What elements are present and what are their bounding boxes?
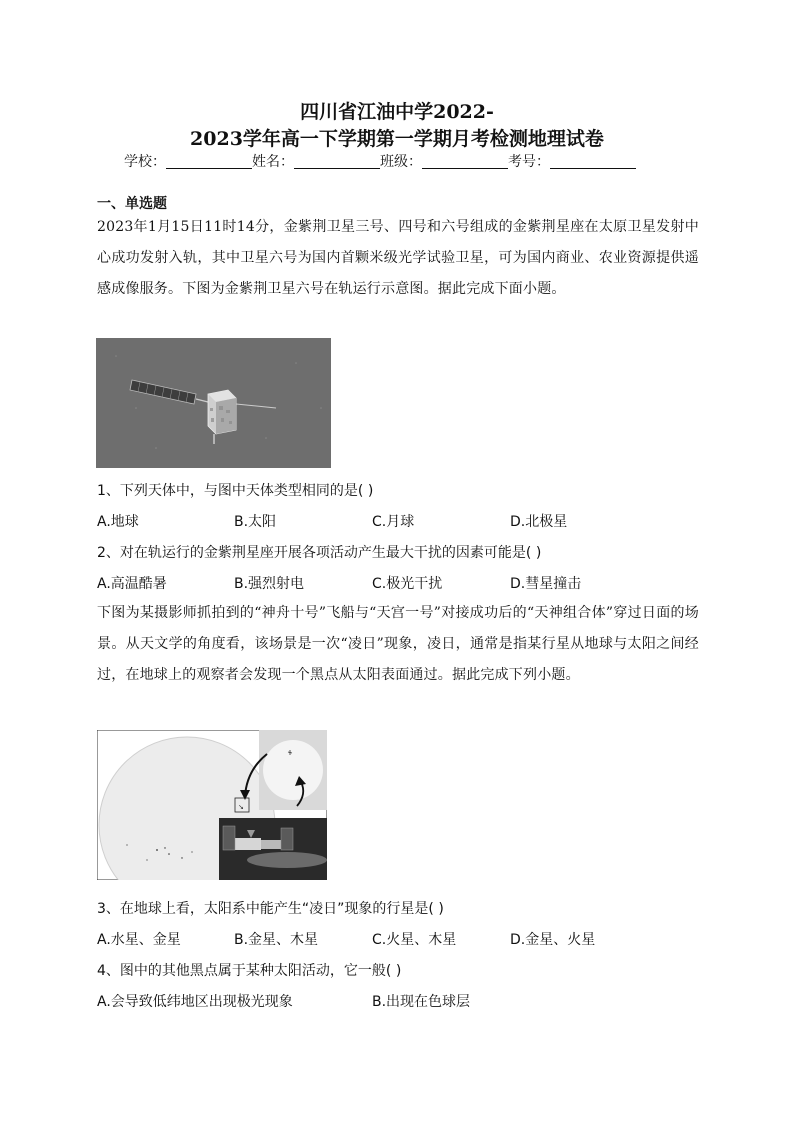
question-4-stem: 4、图中的其他黑点属于某种太阳活动，它一般( ) xyxy=(97,963,402,979)
class-label: 班级： xyxy=(380,154,422,170)
name-label: 姓名： xyxy=(252,154,294,170)
q2-option-c[interactable]: C.极光干扰 xyxy=(372,576,443,592)
q3-option-b[interactable]: B.金星、木星 xyxy=(234,932,319,948)
number-blank[interactable] xyxy=(550,154,636,169)
class-blank[interactable] xyxy=(422,154,508,169)
svg-text:↘: ↘ xyxy=(238,803,244,811)
q2-option-b[interactable]: B.强烈射电 xyxy=(234,576,305,592)
student-info-row xyxy=(124,151,636,171)
q1-option-b[interactable]: B.太阳 xyxy=(234,514,277,530)
sun-transit-figure xyxy=(97,730,327,880)
section-heading: 一、单选题 xyxy=(97,196,167,212)
satellite-figure xyxy=(96,338,331,468)
school-label: 学校： xyxy=(124,154,166,170)
q3-option-d[interactable]: D.金星、火星 xyxy=(510,932,596,948)
name-blank[interactable] xyxy=(294,154,380,169)
q1-option-a[interactable]: A.地球 xyxy=(97,514,139,530)
q4-option-b[interactable]: B.出现在色球层 xyxy=(372,994,471,1010)
q2-option-d[interactable]: D.彗星撞击 xyxy=(510,576,582,592)
q4-option-a[interactable]: A.会导致低纬地区出现极光现象 xyxy=(97,994,293,1010)
exam-title-line1: 四川省江油中学2022- xyxy=(300,101,494,123)
number-label: 考号： xyxy=(508,154,550,170)
q3-option-a[interactable]: A.水星、金星 xyxy=(97,932,181,948)
question-2-stem: 2、对在轨运行的金紫荆星座开展各项活动产生最大干扰的因素可能是( ) xyxy=(97,545,542,561)
q2-option-a[interactable]: A.高温酷暑 xyxy=(97,576,167,592)
q3-option-c[interactable]: C.火星、木星 xyxy=(372,932,457,948)
question-1-stem: 1、下列天体中，与图中天体类型相同的是( ) xyxy=(97,483,374,499)
exam-title-line2: 2023学年高一下学期第一学期月考检测地理试卷 xyxy=(190,128,604,150)
passage-2: 下图为某摄影师抓拍到的“神舟十号”飞船与“天宫一号”对接成功后的“天神组合体”穿过日面的场景。从天文学的角度看，该场景是一次“凌日”现象，凌日，通常是指某行星从地球与太阳之间经过，在地球上的观察者会发现一个黑点从太阳表面通过。据此完成下列小题。 xyxy=(97,605,699,683)
q1-option-c[interactable]: C.月球 xyxy=(372,514,415,530)
q1-option-d[interactable]: D.北极星 xyxy=(510,514,568,530)
passage-1: 2023年1月15日11时14分，金紫荆卫星三号、四号和六号组成的金紫荆星座在太原卫星发射中心成功发射入轨，其中卫星六号为国内首颗米级光学试验卫星，可为国内商业、农业资源提供遥感成像服务。下图为金紫荆卫星六号在轨运行示意图。据此完成下面小题。 xyxy=(97,219,699,297)
school-blank[interactable] xyxy=(166,154,252,169)
question-3-stem: 3、在地球上看，太阳系中能产生“凌日”现象的行星是( ) xyxy=(97,901,444,917)
